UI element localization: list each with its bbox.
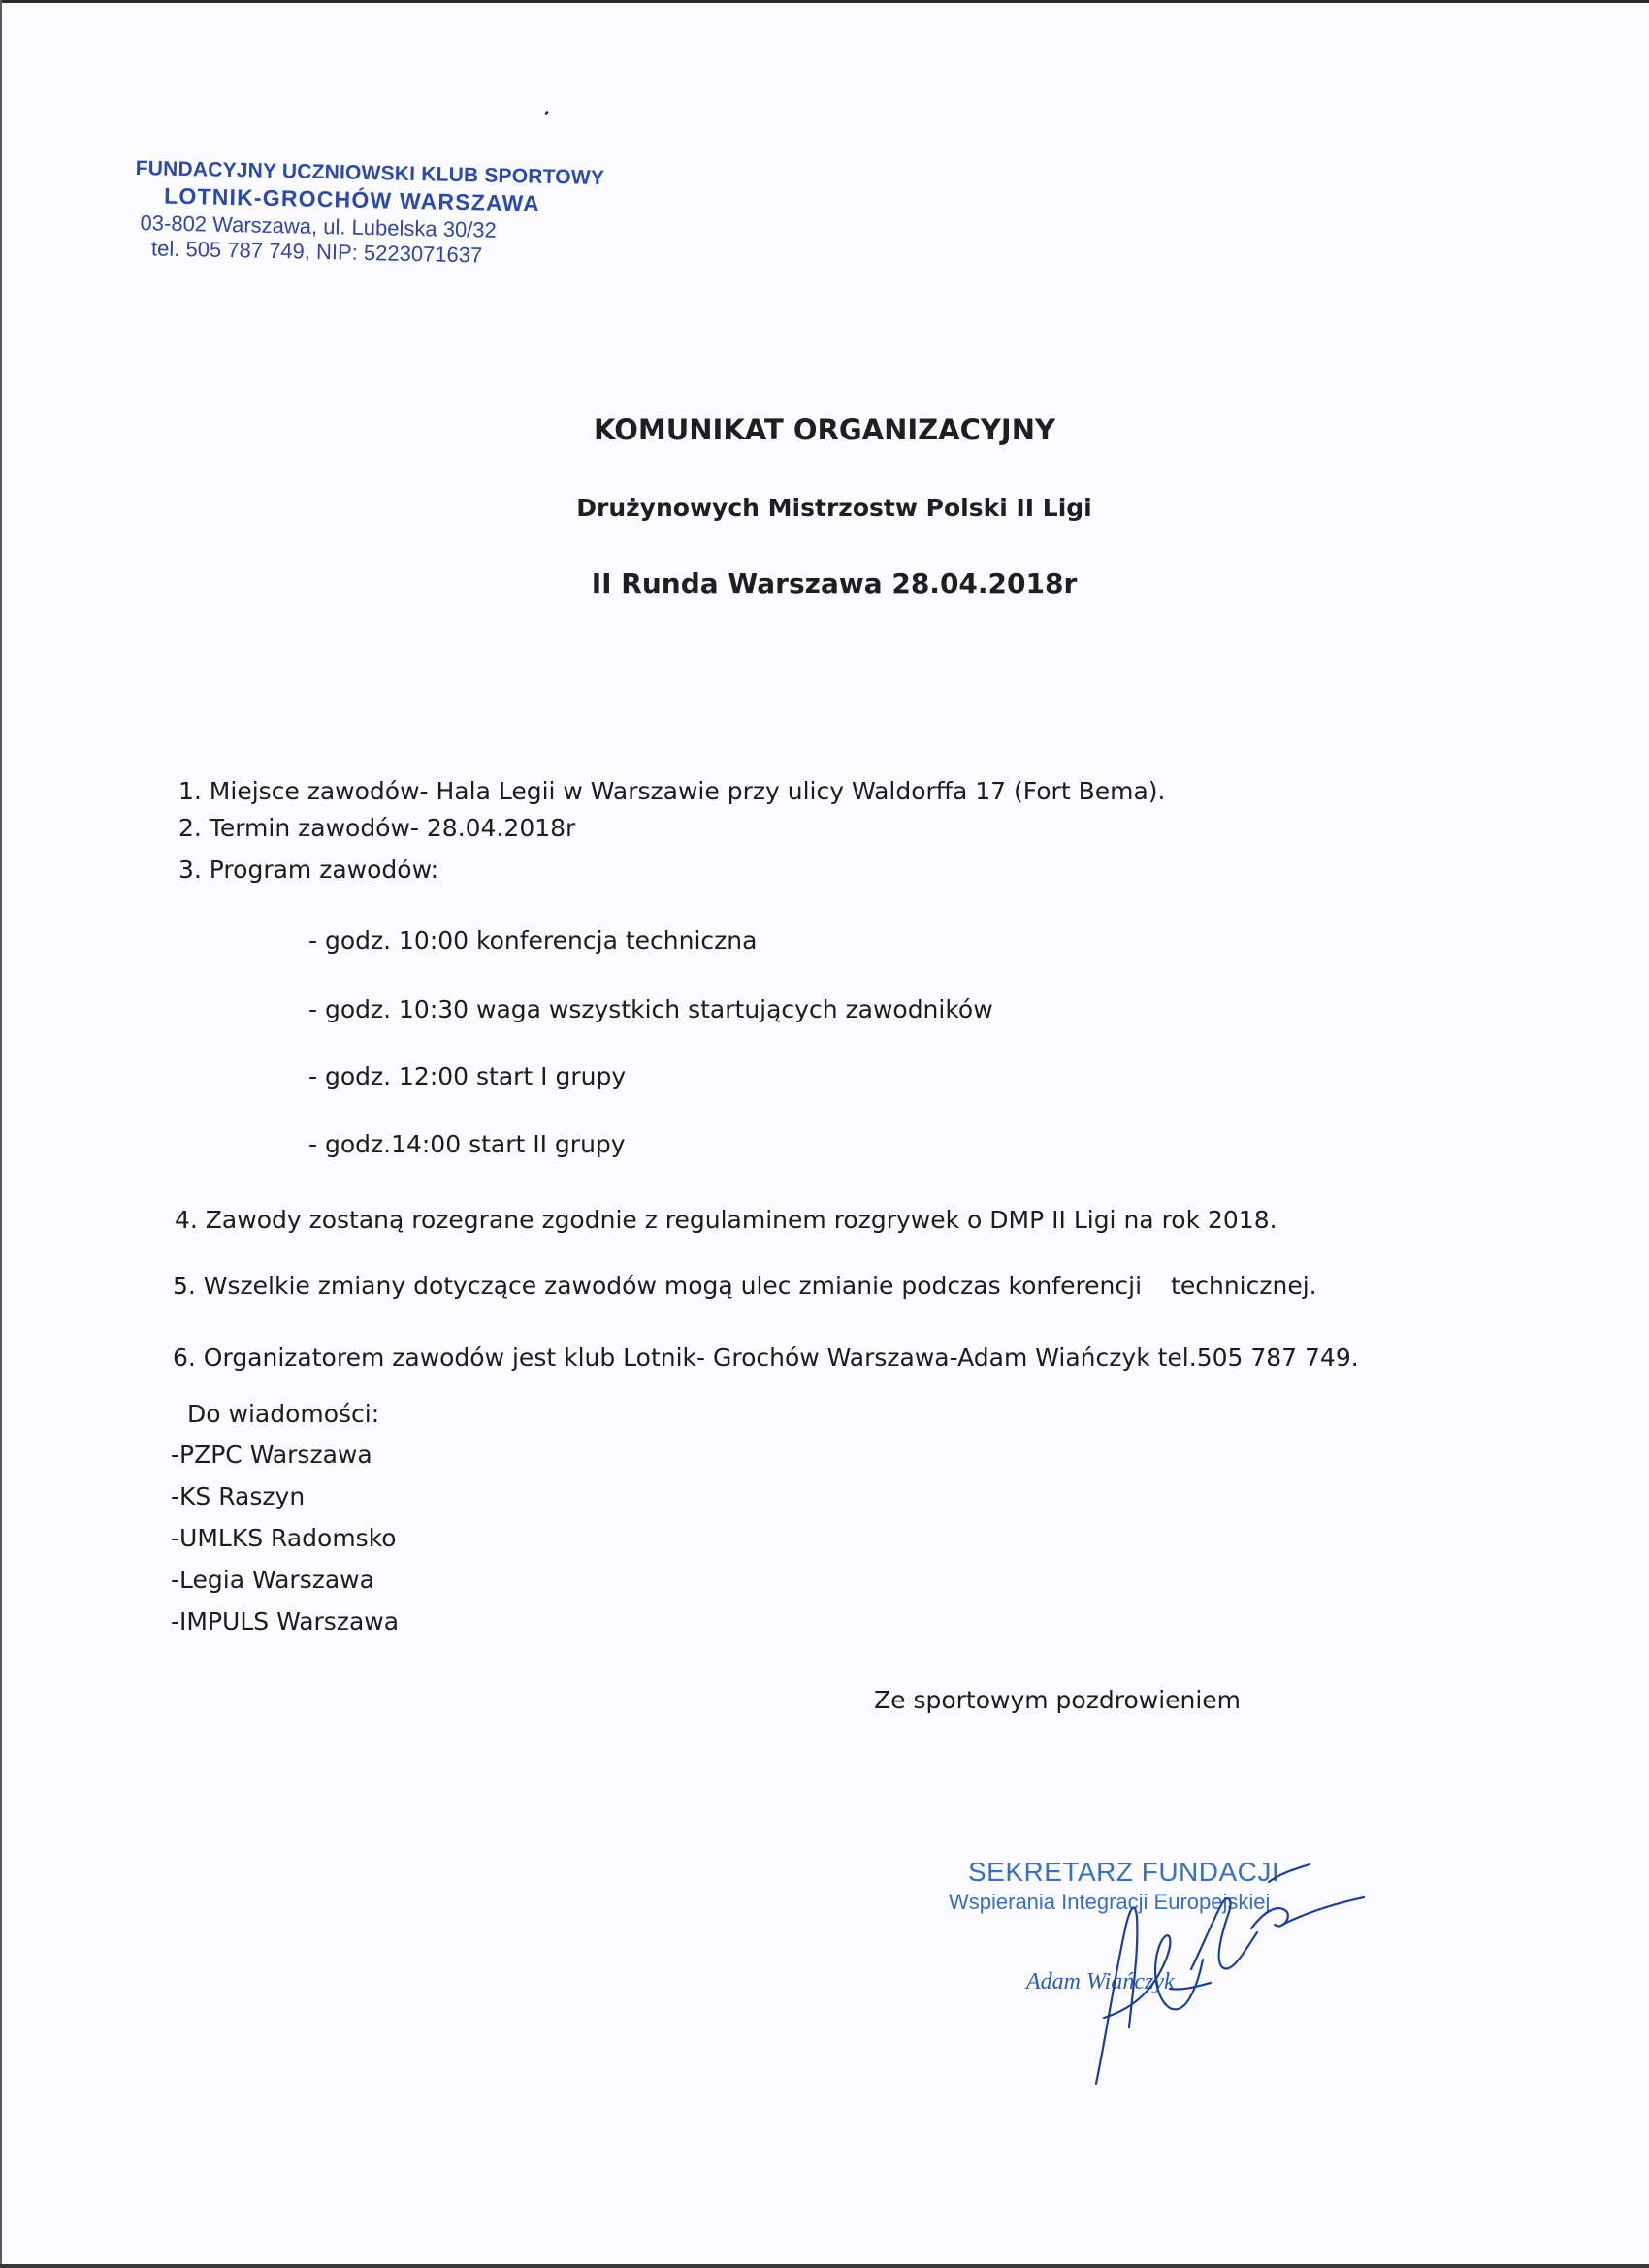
stamp-club-name: LOTNIK-GROCHÓW WARSZAWA xyxy=(163,182,541,216)
item-rules: 4. Zawody zostaną rozegrane zgodnie z regulaminem rozgrywek o DMP II Ligi na rok 2018. xyxy=(175,1206,1277,1234)
document-title: KOMUNIKAT ORGANIZACYJNY xyxy=(594,413,1055,446)
item-program-heading: 3. Program zawodów: xyxy=(178,856,439,884)
handwritten-signature xyxy=(1077,1843,1368,2095)
item-changes xyxy=(173,1272,1317,1300)
scan-edge-bottom xyxy=(0,2264,1649,2268)
program-entry: - godz. 12:00 start I grupy xyxy=(308,1062,627,1090)
program-entry: - godz.14:00 start II grupy xyxy=(308,1130,626,1158)
recipient-item: -IMPULS Warszawa xyxy=(171,1607,400,1636)
document-round: II Runda Warszawa 28.04.2018r xyxy=(591,567,1078,599)
signature-stamp-title: SEKRETARZ FUNDACJI xyxy=(968,1857,1280,1887)
recipient-item: -Legia Warszawa xyxy=(171,1566,374,1594)
signature-stamp-subtitle: Wspierania Integracji Europejskiej xyxy=(949,1890,1271,1914)
stamp-phone-nip: tel. 505 787 749, NIP: 5223071637 xyxy=(150,236,483,268)
program-entry: - godz. 10:00 konferencja techniczna xyxy=(308,926,758,955)
closing-greeting: Ze sportowym pozdrowieniem xyxy=(874,1686,1242,1714)
item-venue: 1. Miejsce zawodów- Hala Legii w Warszawie przy ulicy Waldorffa 17 (Fort Bema). xyxy=(178,777,1166,805)
stamp-club-type: FUNDACYJNY UCZNIOWSKI KLUB SPORTOWY xyxy=(135,157,605,190)
scan-edge-top xyxy=(0,0,1649,3)
item-changes-end: technicznej. xyxy=(1171,1272,1317,1300)
scan-edge-left xyxy=(0,0,2,2268)
signature-stamp-name: Adam Wiańczyk xyxy=(1026,1969,1175,1994)
program-entry: - godz. 10:30 waga wszystkich startujących zawodników xyxy=(308,995,993,1023)
club-stamp xyxy=(134,157,605,271)
item-changes-text: 5. Wszelkie zmiany dotyczące zawodów mogą ulec zmianie podczas konferencji xyxy=(173,1272,1143,1300)
scan-speck xyxy=(544,111,549,116)
item-date: 2. Termin zawodów- 28.04.2018r xyxy=(178,814,576,842)
recipients-heading: Do wiadomości: xyxy=(187,1400,380,1428)
recipient-item: -PZPC Warszawa xyxy=(171,1441,372,1469)
recipient-item: -UMLKS Radomsko xyxy=(171,1524,397,1552)
document-subtitle: Drużynowych Mistrzostw Polski II Ligi xyxy=(576,494,1092,522)
recipient-item: -KS Raszyn xyxy=(171,1482,306,1510)
item-organizer: 6. Organizatorem zawodów jest klub Lotnik- Grochów Warszawa-Adam Wiańczyk tel.505 787 749. xyxy=(173,1344,1359,1372)
stamp-address: 03-802 Warszawa, ul. Lubelska 30/32 xyxy=(140,211,498,243)
